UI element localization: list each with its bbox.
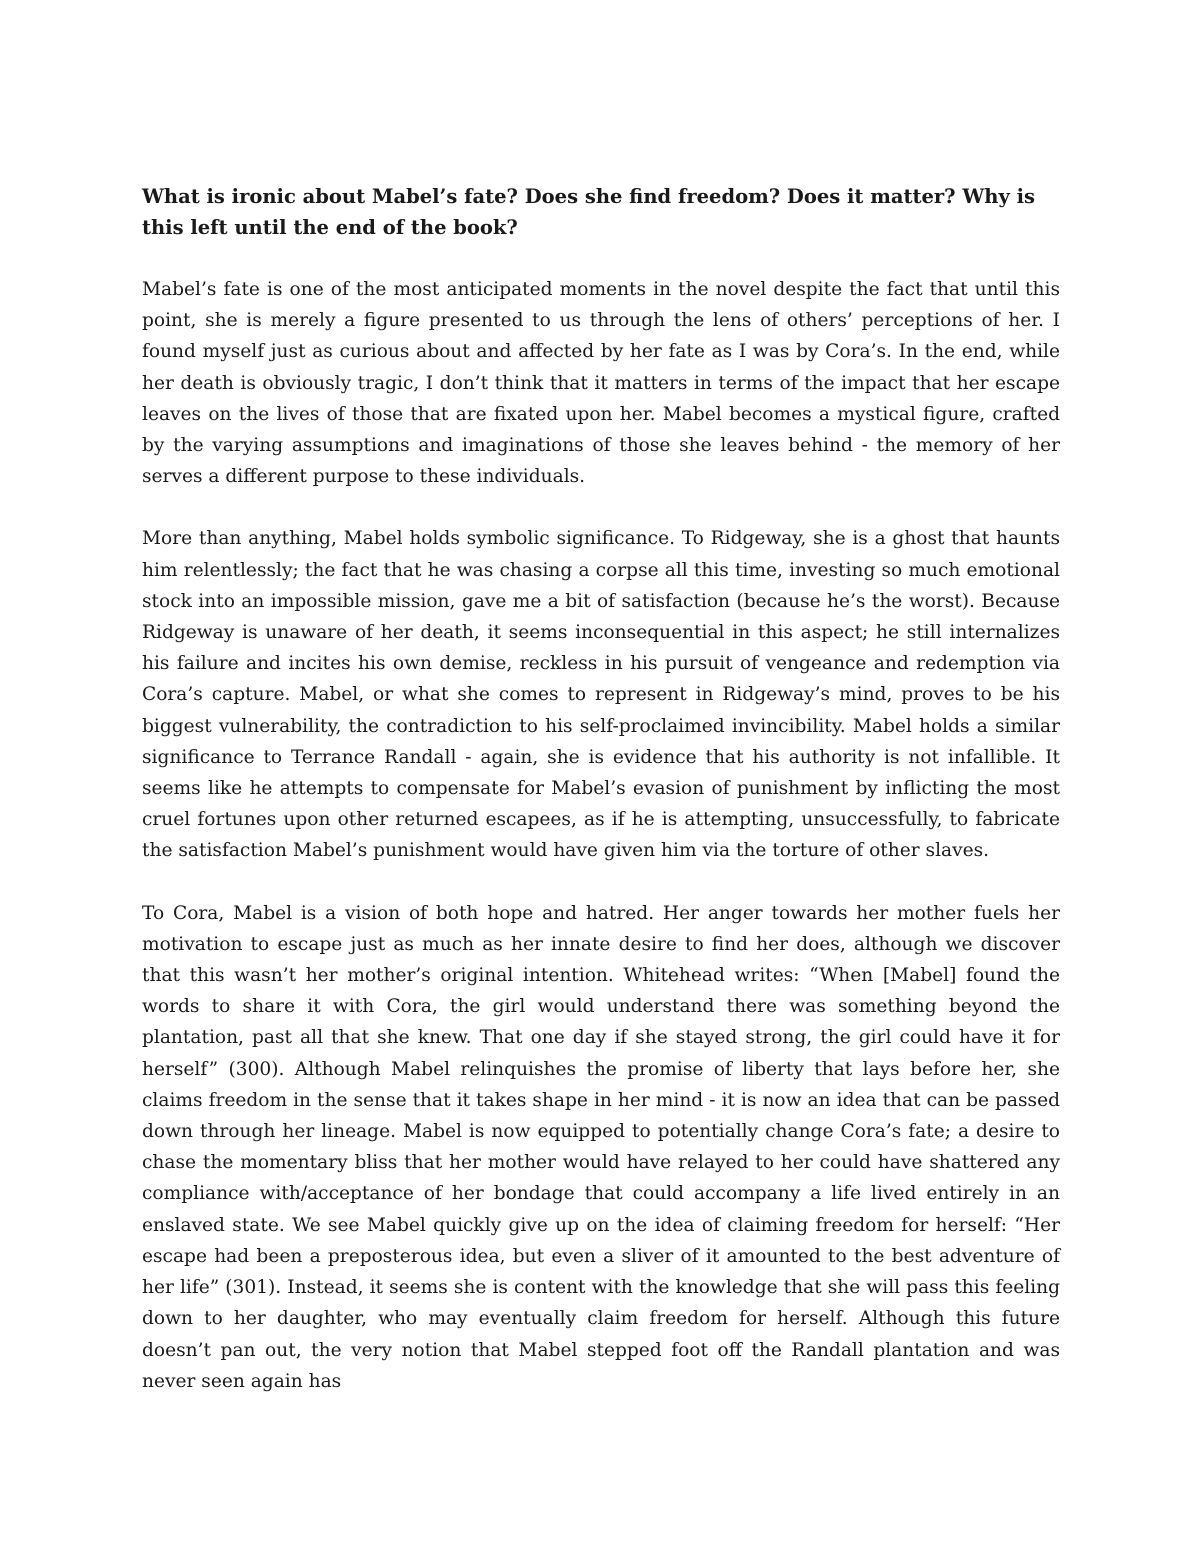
question-heading: What is ironic about Mabel’s fate? Does she find freedom? Does it matter? Why is this left until the end of the book? bbox=[142, 185, 1035, 239]
paragraph-3: To Cora, Mabel is a vision of both hope and hatred. Her anger towards her mother fuels her motivation to escape just as much as her innate desire to find her does, although we discover that this wasn’t her mother’s original intention. Whitehead writes: “When [Mabel] found the words to share it with Cora, the girl would understand there was something beyond the plantation, past all that she knew. That one day if she stayed strong, the girl could have it for herself” (300). Although Mabel relinquishes the promise of liberty that lays before her, she claims freedom in the sense that it takes shape in her mind - it is now an idea that can be passed down through her lineage. Mabel is now equipped to potentially change Cora’s fate; a desire to chase the momentary bliss that her mother would have relayed to her could have shattered any compliance with/acceptance of her bondage that could accompany a life lived entirely in an enslaved state. We see Mabel quickly give up on the idea of claiming freedom for herself: “Her escape had been a preposterous idea, but even a sliver of it amounted to the best adventure of her life” (301). Instead, it seems she is content with the knowledge that she will pass this feeling down to her daughter, who may eventually claim freedom for herself. Although this future doesn’t pan out, the very notion that Mabel stepped foot off the Randall plantation and was never seen again has bbox=[142, 902, 1060, 1392]
paragraph-2: More than anything, Mabel holds symbolic significance. To Ridgeway, she is a ghost that haunts him relentlessly; the fact that he was chasing a corpse all this time, investing so much emotional stock into an impossible mission, gave me a bit of satisfaction (because he’s the worst). Because Ridgeway is unaware of her death, it seems inconsequential in this aspect; he still internalizes his failure and incites his own demise, reckless in his pursuit of vengeance and redemption via Cora’s capture. Mabel, or what she comes to represent in Ridgeway’s mind, proves to be his biggest vulnerability, the contradiction to his self-proclaimed invincibility. Mabel holds a similar significance to Terrance Randall - again, she is evidence that his authority is not infallible. It seems like he attempts to compensate for Mabel’s evasion of punishment by inflicting the most cruel fortunes upon other returned escapees, as if he is attempting, unsuccessfully, to fabricate the satisfaction Mabel’s punishment would have given him via the torture of other slaves. bbox=[142, 528, 1060, 862]
document-body bbox=[142, 181, 1060, 1428]
paragraph-1: Mabel’s fate is one of the most anticipated moments in the novel despite the fact that until this point, she is merely a figure presented to us through the lens of others’ perceptions of her. I found myself just as curious about and affected by her fate as I was by Cora’s. In the end, while her death is obviously tragic, I don’t think that it matters in terms of the impact that her escape leaves on the lives of those that are fixated upon her. Mabel becomes a mystical figure, crafted by the varying assumptions and imaginations of those she leaves behind - the memory of her serves a different purpose to these individuals. bbox=[142, 279, 1060, 488]
